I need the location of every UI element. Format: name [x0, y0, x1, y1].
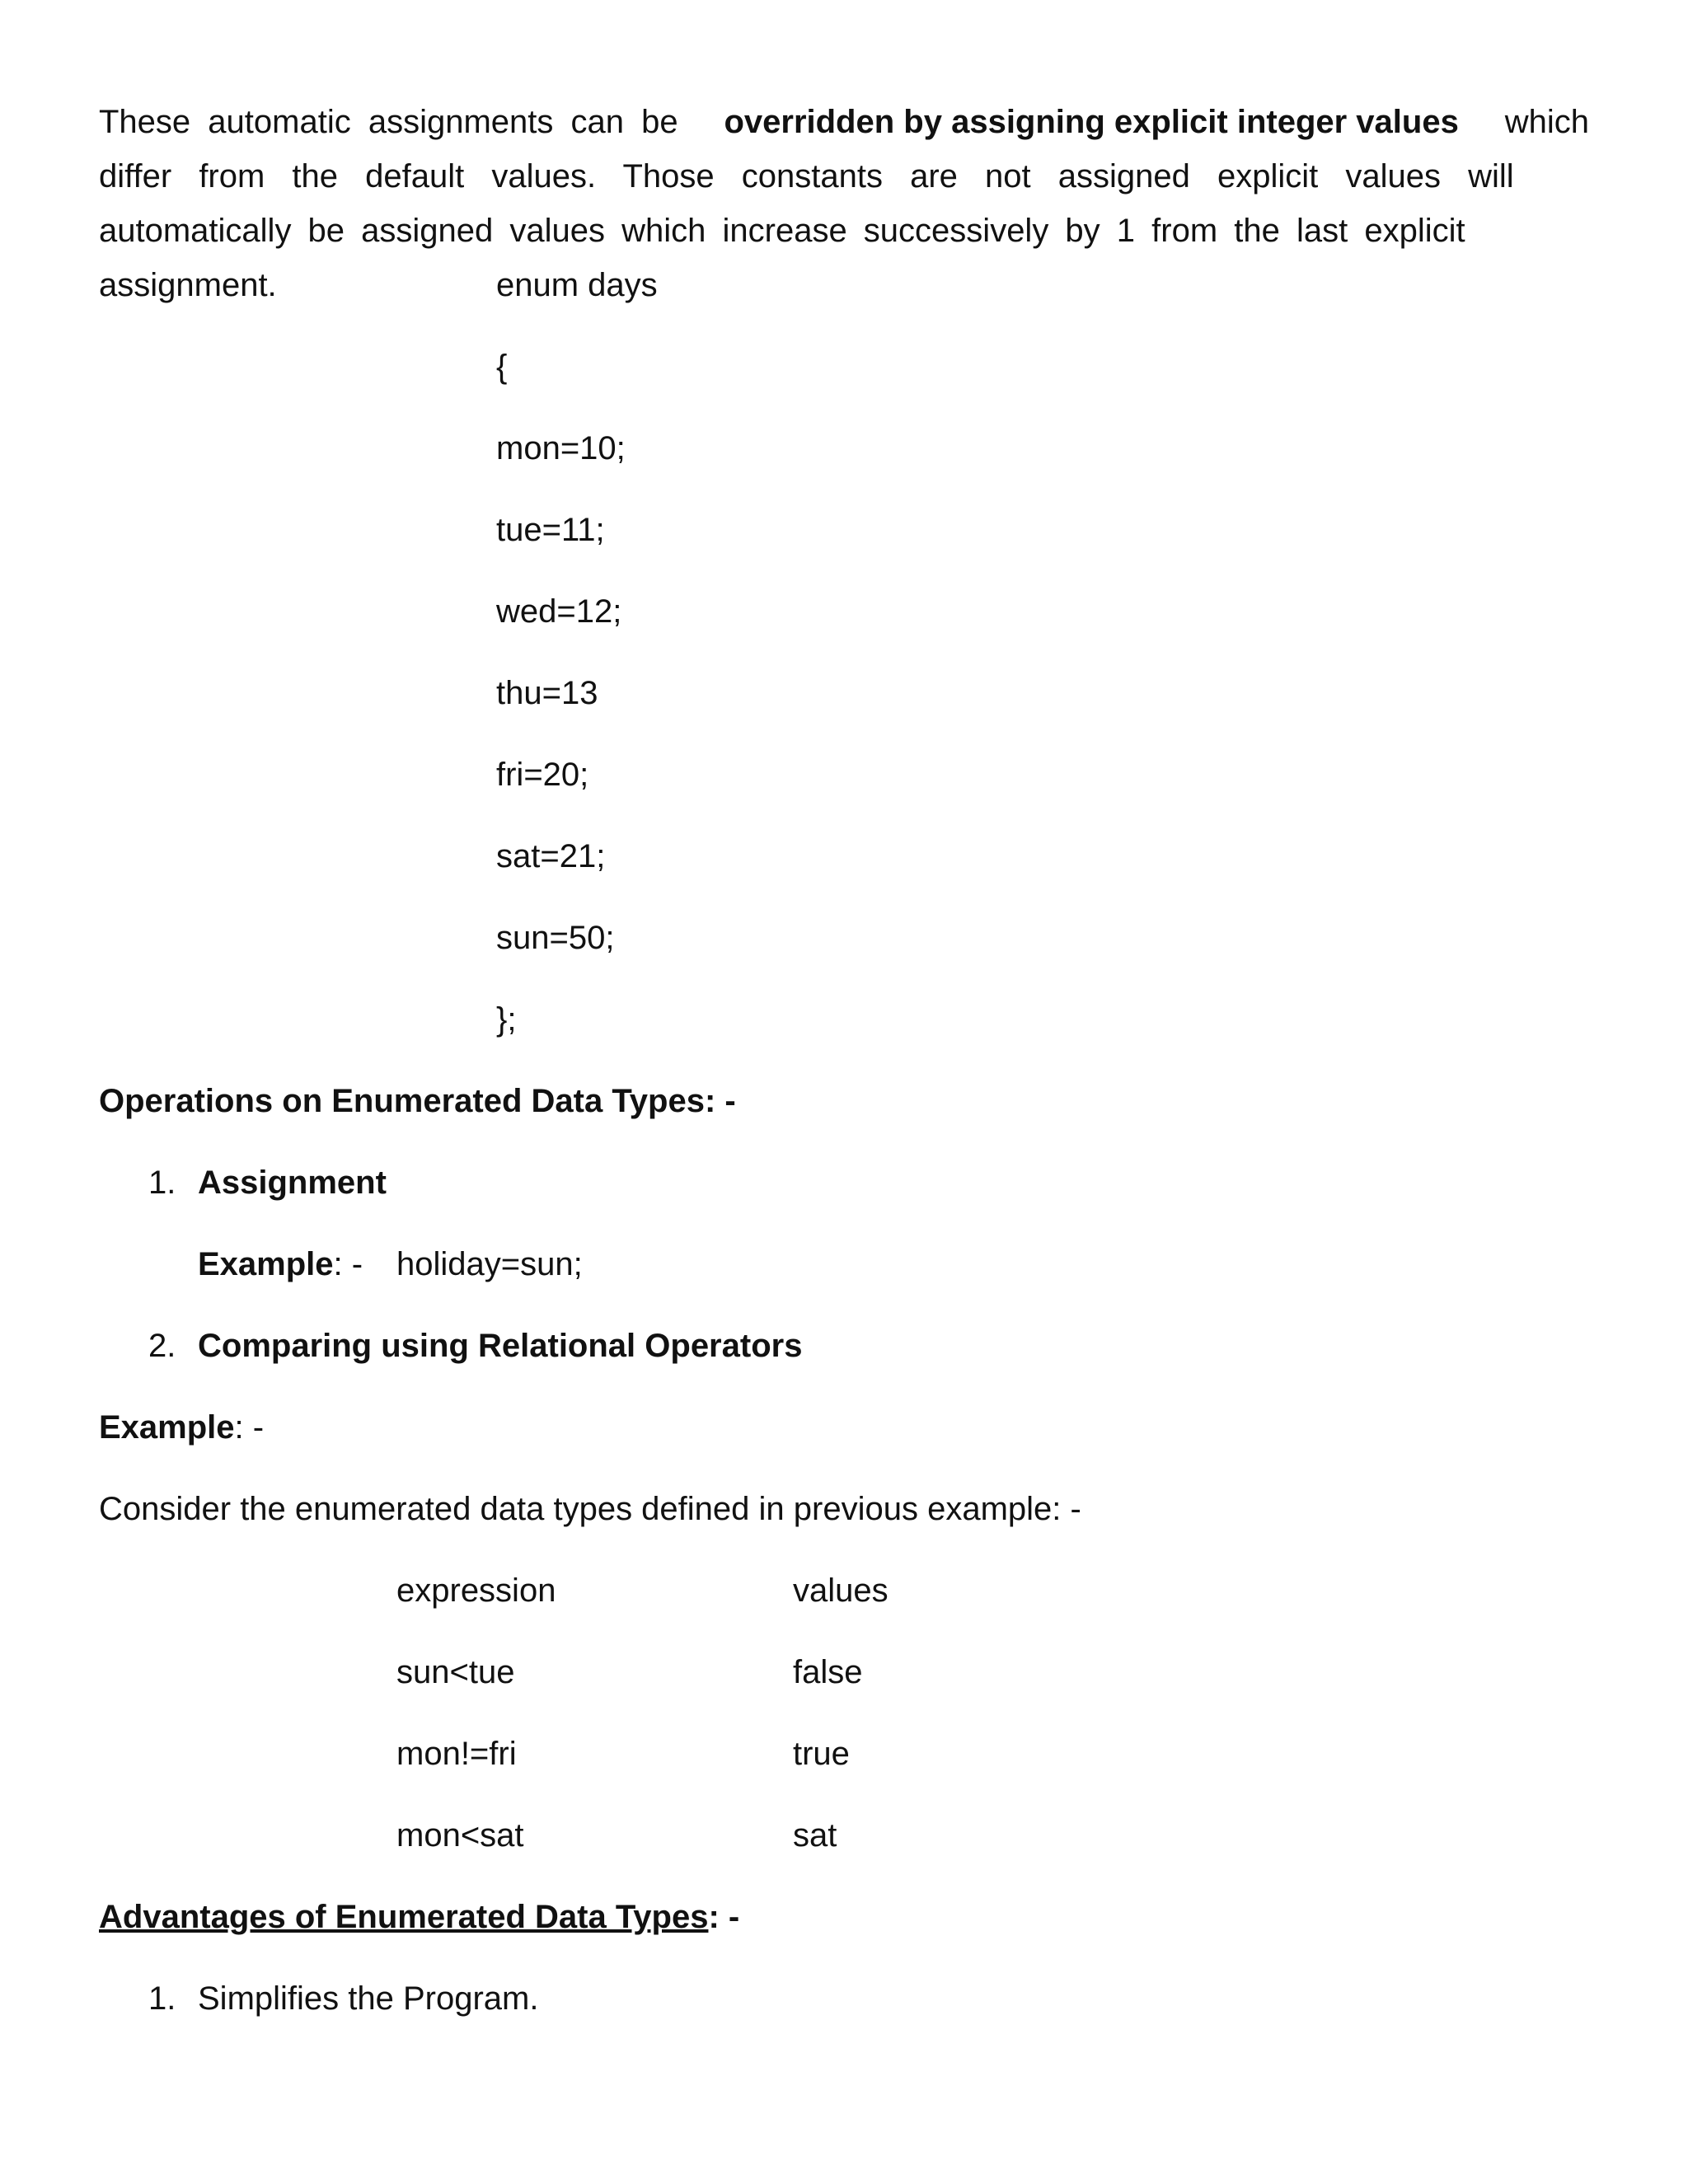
code-line-fri: fri=20; — [496, 757, 589, 793]
table-cell-expression-1: sun<tue — [396, 1654, 515, 1690]
intro-line-1-text-b: which — [1504, 104, 1589, 140]
table-cell-expression-3: mon<sat — [396, 1817, 524, 1854]
table-header-expression: expression — [396, 1572, 556, 1609]
intro-line-1-bold: overridden by assigning explicit integer values — [724, 104, 1459, 140]
code-close-brace: }; — [496, 1001, 517, 1038]
example-description: Consider the enumerated data types defined in previous example: - — [99, 1491, 1081, 1527]
intro-line-1 — [99, 102, 1589, 142]
table-header-values: values — [793, 1572, 889, 1609]
advantages-heading — [99, 1897, 739, 1937]
code-line-tue: tue=11; — [496, 512, 605, 548]
advantages-heading-suffix: : - — [708, 1899, 740, 1935]
code-line-sat: sat=21; — [496, 838, 606, 874]
operations-item-1-example-code: holiday=sun; — [396, 1246, 583, 1282]
operations-item-1-example — [198, 1244, 363, 1284]
code-line-wed: wed=12; — [496, 593, 622, 630]
code-line-mon: mon=10; — [496, 430, 626, 466]
operations-heading: Operations on Enumerated Data Types: - — [99, 1083, 736, 1119]
code-line-sun: sun=50; — [496, 920, 615, 956]
advantages-heading-text: Advantages of Enumerated Data Types — [99, 1899, 709, 1935]
operations-item-2-number: 2. — [148, 1328, 176, 1364]
advantages-item-1-text: Simplifies the Program. — [198, 1980, 539, 2017]
table-cell-expression-2: mon!=fri — [396, 1736, 517, 1772]
operations-item-1-title: Assignment — [198, 1165, 387, 1201]
advantages-item-1-number: 1. — [148, 1980, 176, 2017]
example-heading — [99, 1408, 264, 1447]
table-cell-value-1: false — [793, 1654, 863, 1690]
table-cell-value-3: sat — [793, 1817, 837, 1854]
example-separator: : - — [333, 1246, 363, 1282]
example-label: Example — [198, 1246, 334, 1282]
table-cell-value-2: true — [793, 1736, 850, 1772]
code-enum-header: enum days — [496, 267, 658, 303]
operations-item-2-title: Comparing using Relational Operators — [198, 1328, 803, 1364]
operations-item-1-number: 1. — [148, 1165, 176, 1201]
code-line-thu: thu=13 — [496, 675, 598, 711]
example-heading-separator: : - — [234, 1409, 265, 1446]
example-heading-label: Example — [99, 1409, 235, 1446]
intro-line-2: differ from the default values. Those constants are not assigned explicit values will — [99, 158, 1514, 194]
code-open-brace: { — [496, 349, 508, 385]
intro-line-3: automatically be assigned values which increase successively by 1 from the last explicit — [99, 213, 1465, 249]
intro-line-1-text-a: These automatic assignments can be — [99, 104, 678, 140]
intro-line-4: assignment. — [99, 267, 277, 303]
